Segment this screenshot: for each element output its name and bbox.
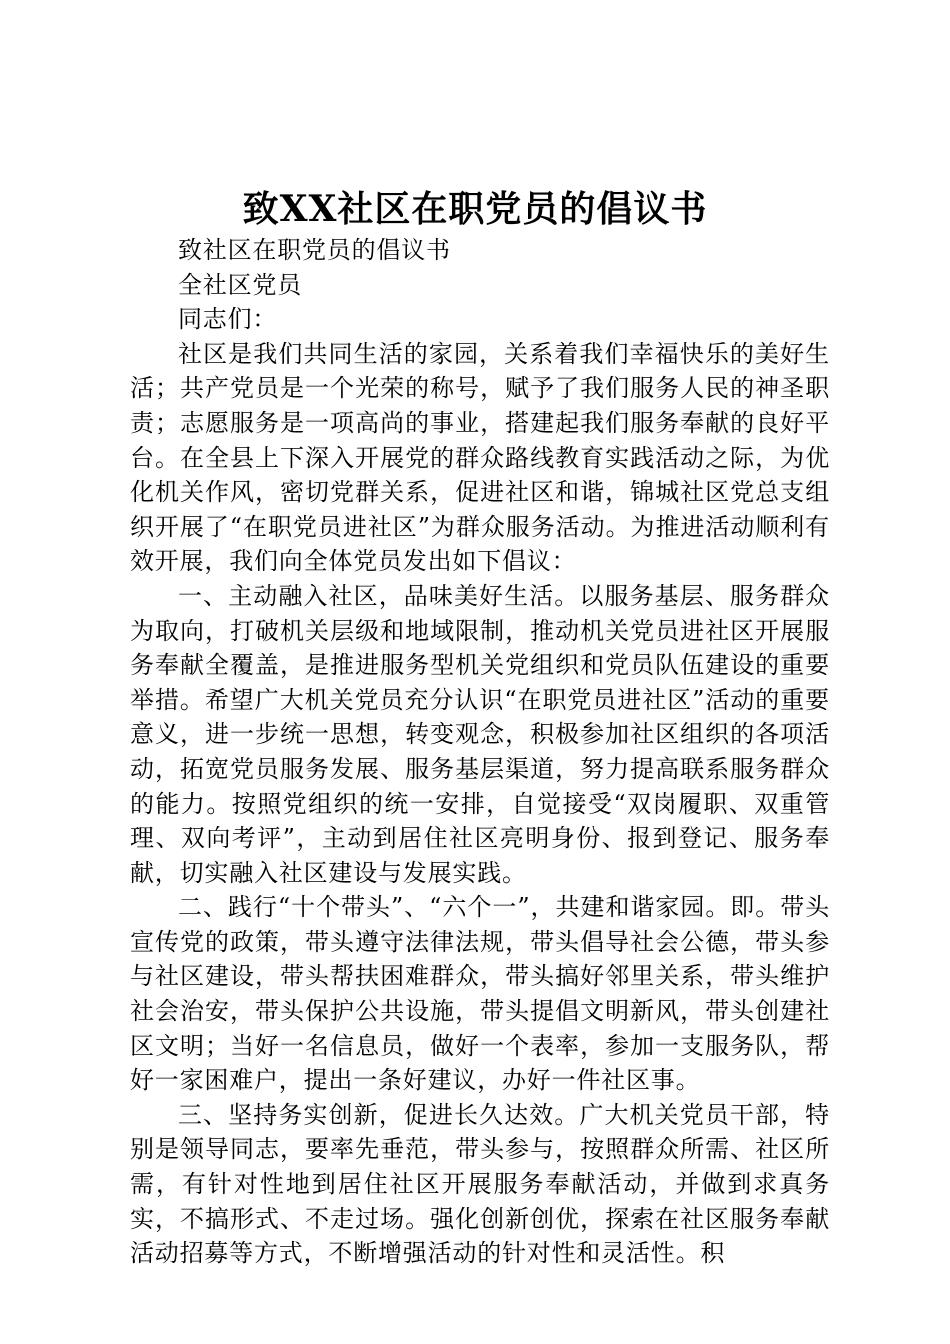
paragraph-addressee: 全社区党员 — [178, 270, 302, 299]
paragraph-intro: 社区是我们共同生活的家园，关系着我们幸福快乐的美好生活；共产党员是一个光荣的称号，赋予了我们服务人民的神圣职责；志愿服务是一项高尚的事业，搭建起我们服务奉献的良好平台。在全县上下深入开展党的群众路线教育实践活动之际，为优化机关作风，密切党群关系，促进社区和谐，锦城社区党总支组织开展了“在职党员进社区”为群众服务活动。为推进活动顺利有效开展，我们向全体党员发出如下倡议： — [130, 339, 830, 576]
paragraph-subtitle: 致社区在职党员的倡议书 — [178, 236, 451, 264]
paragraph-point-3: 三、坚持务实创新，促进长久达效。广大机关党员干部，特别是领导同志，要率先垂范，带头参与，按照群众所需、社区所需，有针对性地到居住社区开展服务奉献活动，并做到求真务实，不搞形式、不走过场。强化创新创优，探索在社区服务奉献活动招募等方式，不断增强活动的针对性和灵活性。积 — [130, 1100, 830, 1268]
document-title: 致XX社区在职党员的倡议书 — [242, 188, 708, 230]
paragraph-salutation: 同志们： — [178, 305, 278, 334]
paragraph-point-2: 二、践行“十个带头”、“六个一”，共建和谐家园。即。带头宣传党的政策，带头遵守法律法规，带头倡导社会公德，带头参与社区建设，带头帮扶困难群众，带头搞好邻里关系，带头维护社会治安，带头保护公共设施，带头提倡文明新风，带头创建社区文明；当好一名信息员，做好一个表率，参加一支服务队，帮好一家困难户，提出一条好建议，办好一件社区事。 — [130, 893, 830, 1095]
document-body — [130, 233, 830, 1271]
paragraph-point-1: 一、主动融入社区，品味美好生活。以服务基层、服务群众为取向，打破机关层级和地域限制，推动机关党员进社区开展服务奉献全覆盖，是推进服务型机关党组织和党员队伍建设的重要举措。希望广大机关党员充分认识“在职党员进社区”活动的重要意义，进一步统一思想，转变观念，积极参加社区组织的各项活动，拓宽党员服务发展、服务基层渠道，努力提高联系服务群众的能力。按照党组织的统一安排，自觉接受“双岗履职、双重管理、双向考评”，主动到居住社区亮明身份、报到登记、服务奉献，切实融入社区建设与发展实践。 — [130, 581, 830, 887]
